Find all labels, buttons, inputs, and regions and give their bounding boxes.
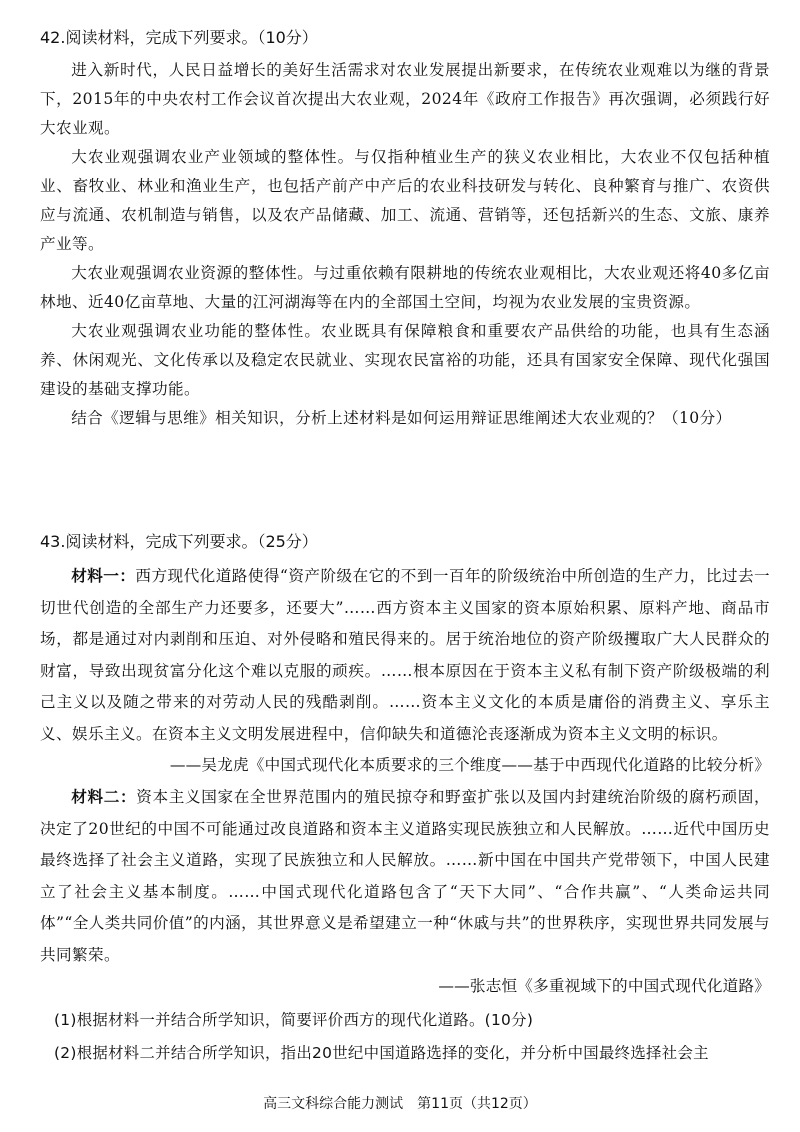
task-2: (2)根据材料二并结合所学知识，指出20世纪中国道路选择的变化，并分析中国最终选择社会主 [54,1044,709,1062]
material-2-label: 材料二： [71,787,137,806]
question-42-title: 42.阅读材料，完成下列要求。（10分） [40,28,318,47]
material-1 [40,560,770,750]
q42-prompt: 结合《逻辑与思维》相关知识，分析上述材料是如何运用辩证思维阐述大农业观的？（10分） [71,409,732,427]
task-1: (1)根据材料一并结合所学知识，简要评价西方的现代化道路。(10分) [54,1011,534,1029]
material-2 [40,781,770,971]
q42-paragraph-functions: 大农业观强调农业功能的整体性。农业既具有保障粮食和重要农产品供给的功能，也具有生态涵养、休闲观光、文化传承以及稳定农民就业、实现农民富裕的功能，还具有国家安全保障、现代化强国建设的基础支撑功能。 [40,322,770,398]
q42-paragraph-industry: 大农业观强调农业产业领域的整体性。与仅指种植业生产的狭义农业相比，大农业不仅包括种植业、畜牧业、林业和渔业生产，也包括产前产中产后的农业科技研发与转化、良种繁育与推广、农资供应与流通、农机制造与销售，以及农产品储藏、加工、流通、营销等，还包括新兴的生态、文旅、康养产业等。 [40,148,770,253]
question-42 [40,26,770,433]
material-1-label: 材料一： [71,566,136,585]
question-43 [40,530,770,1070]
material-2-text: 资本主义国家在全世界范围内的殖民掠夺和野蛮扩张以及国内封建统治阶级的腐朽顽固，决定了20世纪的中国不可能通过改良道路和资本主义道路实现民族独立和人民解放。……近代中国历史最终选择了社会主义道路，实现了民族独立和人民解放。……新中国在中国共产党带领下，中国人民建立了社会主义基本制度。……中国式现代化道路包含了“天下大同”、“合作共赢”、“人类命运共同体”“全人类共同价值”的内涵，其世界意义是希望建立一种“休戚与共”的世界秩序，实现世界共同发展与共同繁荣。 [40,788,770,964]
question-43-title: 43.阅读材料，完成下列要求。（25分） [40,532,318,551]
material-2-source: ——张志恒《多重视域下的中国式现代化道路》 [438,977,770,995]
q42-paragraph-intro: 进入新时代，人民日益增长的美好生活需求对农业发展提出新要求，在传统农业观难以为继的背景下，2015年的中央农村工作会议首次提出大农业观，2024年《政府工作报告》再次强调，必须践行好大农业观。 [40,61,770,137]
q42-paragraph-resources: 大农业观强调农业资源的整体性。与过重依赖有限耕地的传统农业观相比，大农业观还将40多亿亩林地、近40亿亩草地、大量的江河湖海等在内的全部国土空间，均视为农业发展的宝贵资源。 [40,264,770,311]
material-1-source: ——吴龙虎《中国式现代化本质要求的三个维度——基于中西现代化道路的比较分析》 [169,756,770,774]
material-1-text: 西方现代化道路使得“资产阶级在它的不到一百年的阶级统治中所创造的生产力，比过去一切世代创造的全部生产力还要多，还要大”……西方资本主义国家的资本原始积累、原料产地、商品市场，都是通过对内剥削和压迫、对外侵略和殖民得来的。居于统治地位的资产阶级攫取广大人民群众的财富，导致出现贫富分化这个难以克服的顽疾。……根本原因在于资本主义私有制下资产阶级极端的利己主义以及随之带来的对劳动人民的残酷剥削。……资本主义文化的本质是庸俗的消费主义、享乐主义、娱乐主义。在资本主义文明发展进程中，信仰缺失和道德沦丧逐渐成为资本主义文明的标识。 [40,567,770,743]
page-footer: 高三文科综合能力测试 第11页（共12页） [263,1096,537,1112]
